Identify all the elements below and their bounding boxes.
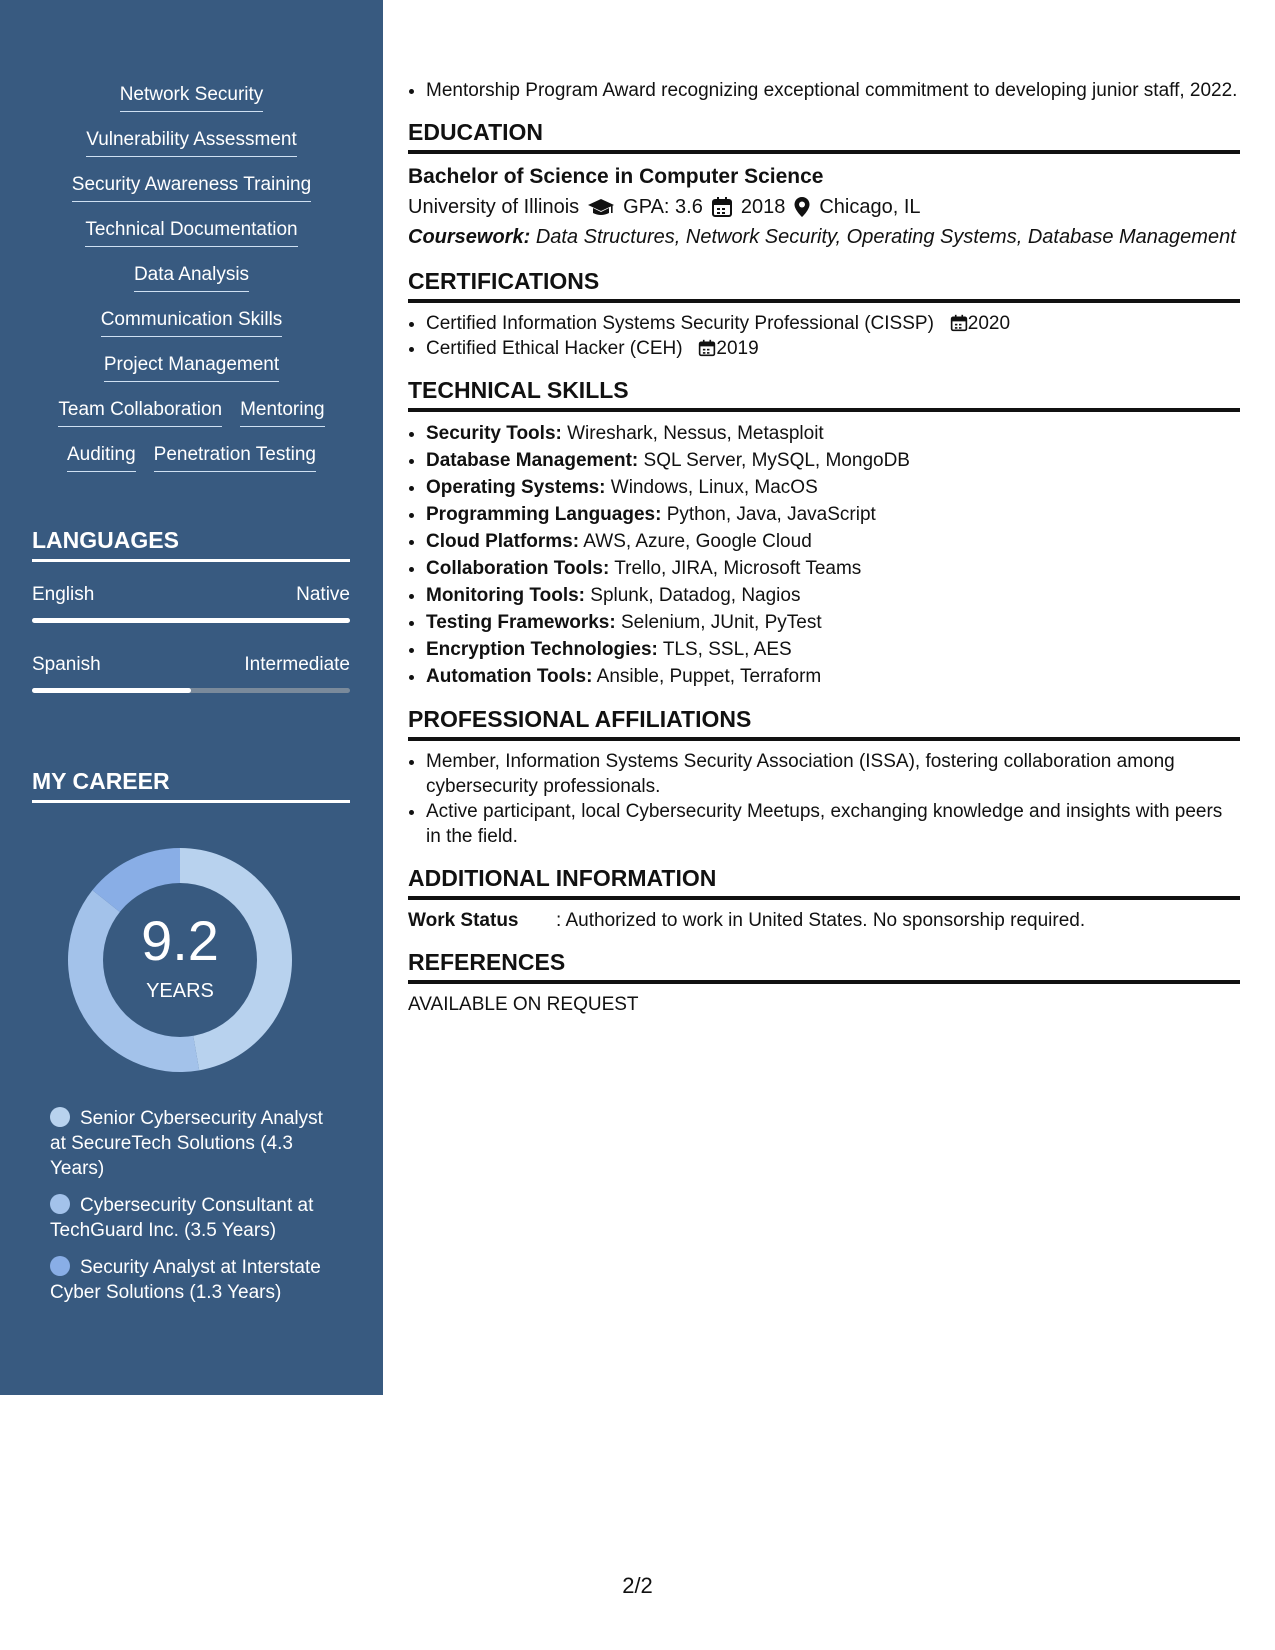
graduation-cap-icon bbox=[587, 197, 615, 217]
skill-row bbox=[0, 399, 383, 444]
skill-values: Splunk, Datadog, Nagios bbox=[590, 585, 801, 606]
language-bar bbox=[32, 688, 350, 693]
gpa: GPA: 3.6 bbox=[623, 196, 703, 218]
calendar-icon bbox=[711, 196, 733, 218]
language-english bbox=[32, 584, 350, 623]
skill-tag: Network Security bbox=[120, 84, 264, 112]
technical-skill-item bbox=[426, 447, 1240, 474]
skill-values: Trello, JIRA, Microsoft Teams bbox=[614, 558, 862, 579]
skill-tag: Team Collaboration bbox=[58, 399, 222, 427]
skill-tag: Data Analysis bbox=[134, 264, 249, 292]
work-status bbox=[408, 908, 1240, 933]
education-heading: EDUCATION bbox=[408, 119, 1240, 154]
skill-category: Security Tools: bbox=[426, 423, 562, 444]
affiliation-item: • Member, Information Systems Security Association (ISSA), fostering collaboration among cybersecurity professionals. bbox=[426, 749, 1240, 799]
language-bar-fill bbox=[32, 688, 191, 693]
career-item bbox=[50, 1255, 340, 1305]
skill-category: Testing Frameworks: bbox=[426, 612, 616, 633]
coursework bbox=[408, 222, 1240, 252]
career-unit: YEARS bbox=[146, 980, 214, 1002]
technical-skill-item bbox=[426, 528, 1240, 555]
skill-category: Monitoring Tools: bbox=[426, 585, 585, 606]
main-content bbox=[408, 78, 1240, 1017]
career-item-text: Senior Cybersecurity Analyst at SecureTech Solutions (4.3 Years) bbox=[50, 1108, 323, 1179]
skill-row bbox=[0, 219, 383, 264]
language-level: Intermediate bbox=[244, 654, 350, 675]
degree-title: Bachelor of Science in Computer Science bbox=[408, 165, 824, 188]
work-status-label: Work Status bbox=[408, 910, 519, 931]
affiliations-list bbox=[408, 749, 1240, 849]
certification-item bbox=[426, 311, 1240, 336]
language-bar bbox=[32, 618, 350, 623]
skill-values: AWS, Azure, Google Cloud bbox=[583, 531, 812, 552]
legend-dot bbox=[50, 1256, 70, 1276]
certifications-list bbox=[408, 311, 1240, 361]
additional-info-heading: ADDITIONAL INFORMATION bbox=[408, 865, 1240, 900]
skill-tag: Mentoring bbox=[240, 399, 325, 427]
skill-values: Ansible, Puppet, Terraform bbox=[596, 666, 822, 687]
skill-row bbox=[0, 84, 383, 129]
technical-skill-item bbox=[426, 420, 1240, 447]
language-name: English bbox=[32, 584, 95, 605]
technical-skill-item bbox=[426, 474, 1240, 501]
legend-dot bbox=[50, 1194, 70, 1214]
skill-row bbox=[0, 129, 383, 174]
calendar-icon bbox=[950, 314, 968, 332]
skill-category: Automation Tools: bbox=[426, 666, 593, 687]
career-item bbox=[50, 1106, 340, 1181]
page-number: 2/2 bbox=[622, 1573, 653, 1598]
skill-values: Python, Java, JavaScript bbox=[666, 504, 876, 525]
references-heading: REFERENCES bbox=[408, 949, 1240, 984]
career-item-text: Cybersecurity Consultant at TechGuard Inc. (3.5 Years) bbox=[50, 1195, 314, 1241]
graduation-year: 2018 bbox=[740, 196, 786, 218]
certification-item bbox=[426, 336, 1240, 361]
technical-skills-list bbox=[408, 420, 1240, 690]
language-spanish bbox=[32, 654, 350, 693]
skill-category: Cloud Platforms: bbox=[426, 531, 580, 552]
languages-heading: LANGUAGES bbox=[32, 527, 350, 562]
skill-tag: Security Awareness Training bbox=[72, 174, 311, 202]
award-item: • Mentorship Program Award recognizing exceptional commitment to developing junior staff, 2022. bbox=[426, 78, 1240, 103]
technical-skill-item bbox=[426, 555, 1240, 582]
skill-category: Programming Languages: bbox=[426, 504, 662, 525]
certification-name: Certified Information Systems Security Professional (CISSP) bbox=[426, 313, 934, 334]
career-heading: MY CAREER bbox=[32, 768, 350, 803]
technical-skill-item bbox=[426, 582, 1240, 609]
skill-row bbox=[0, 264, 383, 309]
skill-tag: Vulnerability Assessment bbox=[86, 129, 297, 157]
career-donut-chart bbox=[65, 845, 295, 1075]
skill-values: Windows, Linux, MacOS bbox=[610, 477, 818, 498]
language-level: Native bbox=[296, 584, 350, 605]
skill-row bbox=[0, 309, 383, 354]
career-item bbox=[50, 1193, 340, 1243]
skill-tag: Penetration Testing bbox=[154, 444, 316, 472]
technical-skills-heading: TECHNICAL SKILLS bbox=[408, 377, 1240, 412]
certification-name: Certified Ethical Hacker (CEH) bbox=[426, 338, 683, 359]
certification-year: 2019 bbox=[716, 338, 759, 359]
career-legend bbox=[50, 1106, 340, 1317]
affiliations-heading: PROFESSIONAL AFFILIATIONS bbox=[408, 706, 1240, 741]
school-location: Chicago, IL bbox=[819, 196, 921, 218]
skill-tag: Project Management bbox=[104, 354, 279, 382]
references-text: AVAILABLE ON REQUEST bbox=[408, 994, 639, 1015]
education-meta bbox=[408, 192, 1240, 222]
coursework-list: Data Structures, Network Security, Operating Systems, Database Management bbox=[535, 226, 1236, 248]
certification-year: 2020 bbox=[967, 313, 1011, 334]
skill-row bbox=[0, 444, 383, 489]
location-pin-icon bbox=[793, 196, 811, 218]
coursework-label: Coursework: bbox=[408, 226, 531, 248]
skill-row bbox=[0, 354, 383, 399]
skill-values: Selenium, JUnit, PyTest bbox=[620, 612, 822, 633]
technical-skill-item bbox=[426, 609, 1240, 636]
school-name: University of Illinois bbox=[408, 196, 580, 218]
language-name: Spanish bbox=[32, 654, 101, 675]
sidebar bbox=[0, 0, 383, 1395]
career-total: 9.2 bbox=[141, 909, 219, 972]
skill-tag: Technical Documentation bbox=[85, 219, 297, 247]
language-bar-fill bbox=[32, 618, 350, 623]
skill-category: Collaboration Tools: bbox=[426, 558, 610, 579]
skill-values: TLS, SSL, AES bbox=[662, 639, 792, 660]
technical-skill-item bbox=[426, 663, 1240, 690]
legend-dot bbox=[50, 1107, 70, 1127]
technical-skill-item bbox=[426, 501, 1240, 528]
skill-category: Operating Systems: bbox=[426, 477, 606, 498]
work-status-value: : Authorized to work in United States. No sponsorship required. bbox=[556, 910, 1086, 931]
skill-category: Database Management: bbox=[426, 450, 639, 471]
skill-tag: Communication Skills bbox=[101, 309, 283, 337]
career-item-text: Security Analyst at Interstate Cyber Solutions (1.3 Years) bbox=[50, 1257, 321, 1303]
certifications-heading: CERTIFICATIONS bbox=[408, 268, 1240, 303]
skill-values: Wireshark, Nessus, Metasploit bbox=[567, 423, 824, 444]
technical-skill-item bbox=[426, 636, 1240, 663]
skill-row bbox=[0, 174, 383, 219]
skill-values: SQL Server, MySQL, MongoDB bbox=[643, 450, 910, 471]
awards-list bbox=[408, 78, 1240, 103]
skills-list bbox=[0, 84, 383, 489]
calendar-icon bbox=[698, 339, 716, 357]
skill-tag: Auditing bbox=[67, 444, 136, 472]
affiliation-item: • Active participant, local Cybersecurity Meetups, exchanging knowledge and insights with peers in the field. bbox=[426, 799, 1240, 849]
skill-category: Encryption Technologies: bbox=[426, 639, 658, 660]
